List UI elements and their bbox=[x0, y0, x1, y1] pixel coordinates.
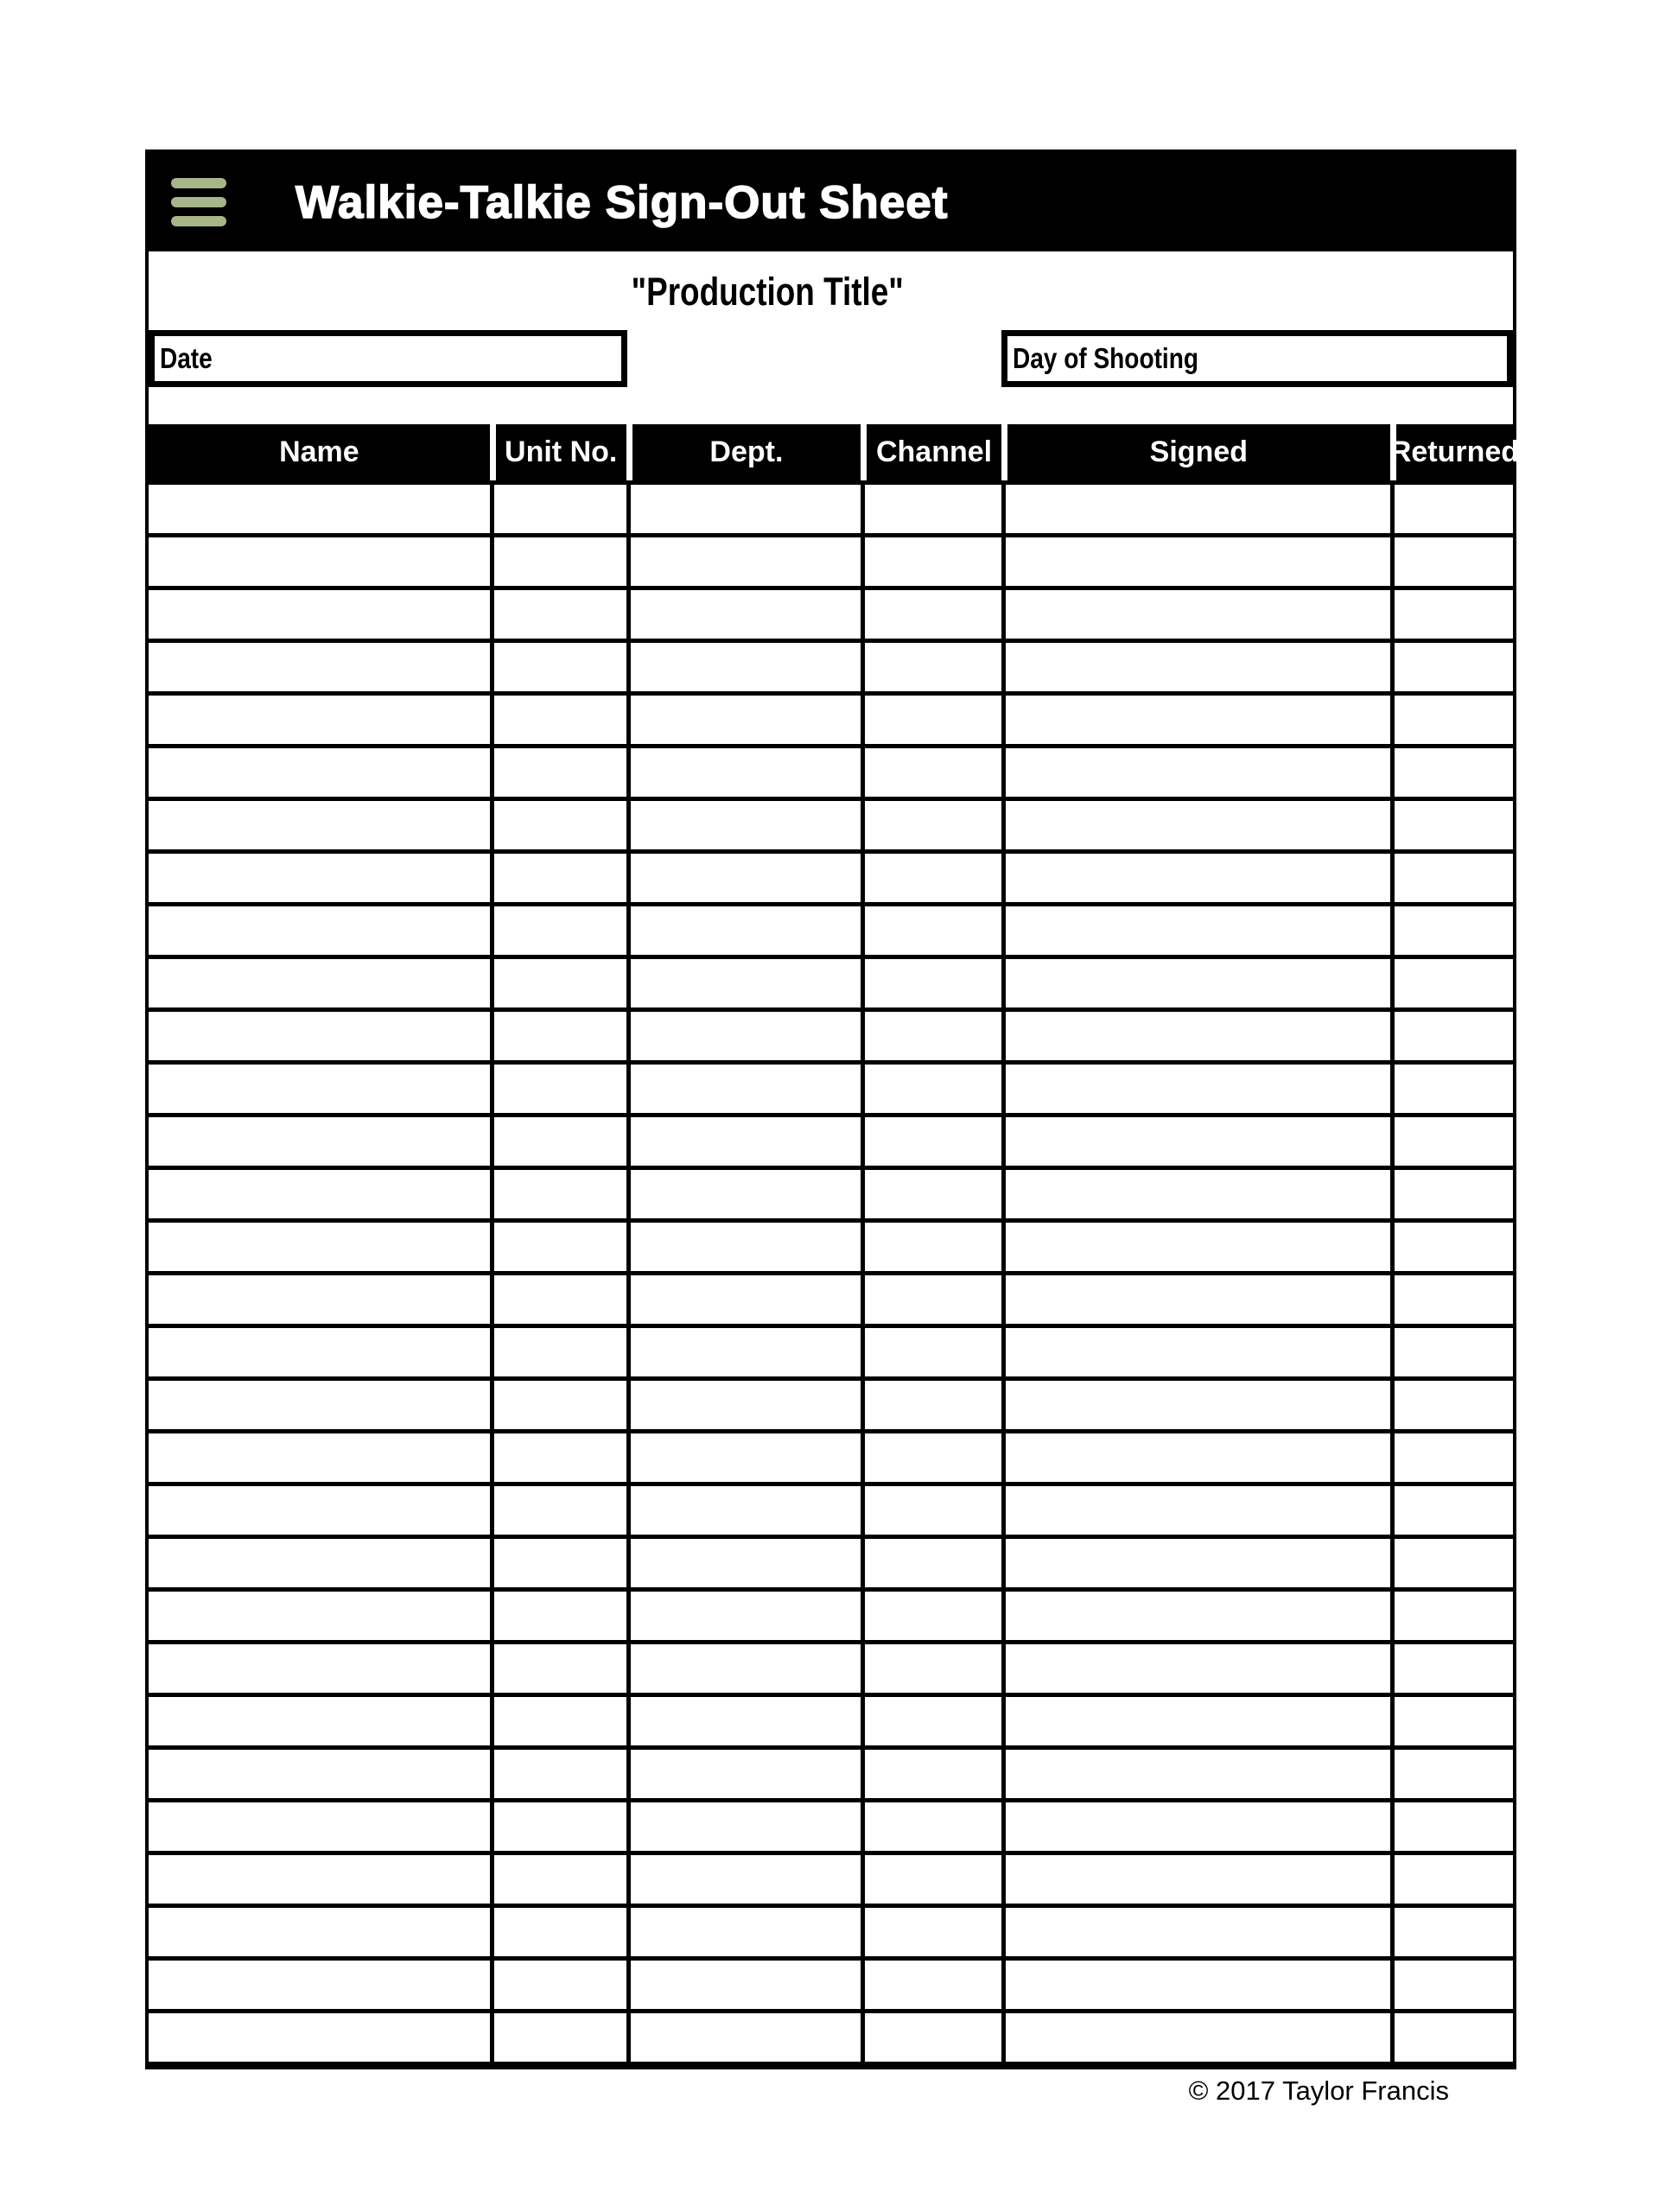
table-cell[interactable] bbox=[861, 959, 1001, 1007]
copyright-text: © 2017 Taylor Francis bbox=[1188, 2075, 1449, 2106]
table-cell[interactable] bbox=[626, 1855, 861, 1904]
table-cell[interactable] bbox=[1390, 1961, 1513, 2009]
table-cell[interactable] bbox=[490, 696, 626, 744]
table-cell[interactable] bbox=[149, 2013, 490, 2062]
date-field[interactable] bbox=[149, 330, 627, 387]
table-cell[interactable] bbox=[626, 643, 861, 691]
table-cell[interactable] bbox=[1001, 1697, 1390, 1745]
table-cell[interactable] bbox=[490, 1908, 626, 1956]
table-cell[interactable] bbox=[490, 801, 626, 849]
table-cell[interactable] bbox=[1390, 748, 1513, 797]
table-cell[interactable] bbox=[1390, 696, 1513, 744]
column-header-returned: Returned bbox=[1390, 424, 1513, 480]
column-header-channel: Channel bbox=[861, 424, 1001, 480]
table-cell[interactable] bbox=[149, 1697, 490, 1745]
table-cell[interactable] bbox=[861, 1592, 1001, 1640]
table-row bbox=[149, 1166, 1513, 1218]
table-row bbox=[149, 691, 1513, 744]
table-cell[interactable] bbox=[861, 1644, 1001, 1693]
table-cell[interactable] bbox=[1001, 1802, 1390, 1851]
table-row bbox=[149, 1060, 1513, 1113]
table-cell[interactable] bbox=[149, 1275, 490, 1324]
table-cell[interactable] bbox=[626, 906, 861, 955]
table-cell[interactable] bbox=[1390, 1117, 1513, 1166]
table-row bbox=[149, 797, 1513, 849]
table-cell[interactable] bbox=[1001, 696, 1390, 744]
table-cell[interactable] bbox=[1390, 537, 1513, 586]
table-cell[interactable] bbox=[861, 1275, 1001, 1324]
table-cell[interactable] bbox=[149, 1170, 490, 1218]
table-cell[interactable] bbox=[1001, 2013, 1390, 2062]
table-cell[interactable] bbox=[1001, 1908, 1390, 1956]
table-cell[interactable] bbox=[490, 1697, 626, 1745]
table-cell[interactable] bbox=[149, 1012, 490, 1060]
table-cell[interactable] bbox=[1390, 1223, 1513, 1271]
table-row bbox=[149, 2009, 1513, 2062]
table-cell[interactable] bbox=[490, 1644, 626, 1693]
hamburger-bar bbox=[171, 197, 226, 207]
table-cell[interactable] bbox=[490, 1065, 626, 1113]
table-cell[interactable] bbox=[626, 1381, 861, 1429]
table-cell[interactable] bbox=[626, 959, 861, 1007]
table-cell[interactable] bbox=[626, 1697, 861, 1745]
table-cell[interactable] bbox=[861, 1381, 1001, 1429]
table-cell[interactable] bbox=[490, 748, 626, 797]
table-row bbox=[149, 1482, 1513, 1535]
table-cell[interactable] bbox=[149, 485, 490, 533]
table-row bbox=[149, 1376, 1513, 1429]
table-cell[interactable] bbox=[149, 1750, 490, 1798]
table-cell[interactable] bbox=[626, 590, 861, 639]
table-cell[interactable] bbox=[1390, 1328, 1513, 1376]
table-cell[interactable] bbox=[861, 2013, 1001, 2062]
table-cell[interactable] bbox=[1390, 959, 1513, 1007]
gap-spacer bbox=[149, 387, 1513, 424]
table-cell[interactable] bbox=[490, 1961, 626, 2009]
signout-sheet bbox=[145, 149, 1520, 2069]
table-cell[interactable] bbox=[490, 1223, 626, 1271]
table-row bbox=[149, 1007, 1513, 1060]
table-cell[interactable] bbox=[149, 1961, 490, 2009]
table-row bbox=[149, 1693, 1513, 1745]
table-cell[interactable] bbox=[149, 959, 490, 1007]
table-cell[interactable] bbox=[861, 854, 1001, 902]
table-cell[interactable] bbox=[490, 959, 626, 1007]
table-row bbox=[149, 586, 1513, 639]
table-row bbox=[149, 1587, 1513, 1640]
table-cell[interactable] bbox=[626, 1592, 861, 1640]
table-cell[interactable] bbox=[149, 1644, 490, 1693]
table-cell[interactable] bbox=[861, 1802, 1001, 1851]
hamburger-bar bbox=[171, 216, 226, 226]
table-cell[interactable] bbox=[861, 1065, 1001, 1113]
table-cell[interactable] bbox=[861, 906, 1001, 955]
table-row bbox=[149, 1956, 1513, 2009]
table-cell[interactable] bbox=[149, 1486, 490, 1535]
table-cell[interactable] bbox=[490, 1539, 626, 1587]
table-cell[interactable] bbox=[1001, 1539, 1390, 1587]
table-row bbox=[149, 1851, 1513, 1904]
table-cell[interactable] bbox=[861, 485, 1001, 533]
table-row bbox=[149, 1798, 1513, 1851]
table-cell[interactable] bbox=[149, 906, 490, 955]
table-cell[interactable] bbox=[861, 1750, 1001, 1798]
table-cell[interactable] bbox=[861, 696, 1001, 744]
table-cell[interactable] bbox=[1390, 1697, 1513, 1745]
table-cell[interactable] bbox=[490, 1486, 626, 1535]
table-cell[interactable] bbox=[626, 1486, 861, 1535]
table-cell[interactable] bbox=[861, 1433, 1001, 1482]
table-row bbox=[149, 1535, 1513, 1587]
date-label: Date bbox=[159, 342, 213, 374]
table-cell[interactable] bbox=[490, 1592, 626, 1640]
table-cell[interactable] bbox=[149, 1223, 490, 1271]
table-cell[interactable] bbox=[1001, 590, 1390, 639]
table-cell[interactable] bbox=[490, 1433, 626, 1482]
table-row bbox=[149, 744, 1513, 797]
table-cell[interactable] bbox=[861, 590, 1001, 639]
page-title: Walkie-Talkie Sign-Out Sheet bbox=[296, 176, 949, 228]
table-cell[interactable] bbox=[490, 1117, 626, 1166]
table-cell[interactable] bbox=[626, 1065, 861, 1113]
table-row bbox=[149, 480, 1513, 533]
table-row bbox=[149, 533, 1513, 586]
table-cell[interactable] bbox=[490, 1012, 626, 1060]
table-cell[interactable] bbox=[490, 1855, 626, 1904]
table-cell[interactable] bbox=[149, 1908, 490, 1956]
table-cell[interactable] bbox=[861, 643, 1001, 691]
table-cell[interactable] bbox=[626, 1012, 861, 1060]
table-cell[interactable] bbox=[1001, 1170, 1390, 1218]
table-cell[interactable] bbox=[1001, 1486, 1390, 1535]
table-cell[interactable] bbox=[490, 1328, 626, 1376]
column-header-signed: Signed bbox=[1001, 424, 1390, 480]
table-cell[interactable] bbox=[1390, 1539, 1513, 1587]
table-cell[interactable] bbox=[1390, 1486, 1513, 1535]
table-cell[interactable] bbox=[490, 643, 626, 691]
table-cell[interactable] bbox=[861, 1697, 1001, 1745]
table-cell[interactable] bbox=[1390, 854, 1513, 902]
table-row bbox=[149, 639, 1513, 691]
production-title-wrap bbox=[149, 251, 1386, 315]
table-cell[interactable] bbox=[1001, 1855, 1390, 1904]
table-cell[interactable] bbox=[149, 854, 490, 902]
production-title: "Production Title" bbox=[631, 270, 904, 314]
table-cell[interactable] bbox=[149, 801, 490, 849]
table-cell[interactable] bbox=[149, 1117, 490, 1166]
table-row bbox=[149, 902, 1513, 955]
column-header-unit-no: Unit No. bbox=[490, 424, 626, 480]
table-cell[interactable] bbox=[1001, 1117, 1390, 1166]
table-cell[interactable] bbox=[626, 1433, 861, 1482]
table-body bbox=[149, 480, 1513, 2062]
table-cell[interactable] bbox=[1390, 1750, 1513, 1798]
table-cell[interactable] bbox=[149, 1328, 490, 1376]
table-cell[interactable] bbox=[1001, 1961, 1390, 2009]
table-cell[interactable] bbox=[1001, 959, 1390, 1007]
table-cell[interactable] bbox=[490, 590, 626, 639]
table-cell[interactable] bbox=[1390, 1908, 1513, 1956]
table-cell[interactable] bbox=[626, 748, 861, 797]
table-cell[interactable] bbox=[1001, 1275, 1390, 1324]
table-cell[interactable] bbox=[490, 1802, 626, 1851]
table-cell[interactable] bbox=[626, 696, 861, 744]
table-cell[interactable] bbox=[626, 2013, 861, 2062]
production-title-row bbox=[149, 251, 1513, 330]
table-cell[interactable] bbox=[149, 696, 490, 744]
table-cell[interactable] bbox=[1001, 801, 1390, 849]
table-cell[interactable] bbox=[1390, 801, 1513, 849]
table-cell[interactable] bbox=[490, 485, 626, 533]
table-cell[interactable] bbox=[149, 1065, 490, 1113]
table-cell[interactable] bbox=[1390, 2013, 1513, 2062]
table-cell[interactable] bbox=[861, 1539, 1001, 1587]
table-cell[interactable] bbox=[626, 485, 861, 533]
table-cell[interactable] bbox=[149, 537, 490, 586]
table-cell[interactable] bbox=[1001, 906, 1390, 955]
table-cell[interactable] bbox=[626, 1328, 861, 1376]
table-cell[interactable] bbox=[149, 1802, 490, 1851]
day-of-shooting-label: Day of Shooting bbox=[1012, 342, 1198, 374]
table-cell[interactable] bbox=[861, 1117, 1001, 1166]
table-cell[interactable] bbox=[490, 2013, 626, 2062]
table-cell[interactable] bbox=[861, 801, 1001, 849]
table-cell[interactable] bbox=[1390, 1855, 1513, 1904]
table-cell[interactable] bbox=[626, 854, 861, 902]
table-cell[interactable] bbox=[626, 1117, 861, 1166]
hamburger-bar bbox=[171, 178, 226, 188]
table-cell[interactable] bbox=[1390, 1592, 1513, 1640]
column-header-name: Name bbox=[279, 435, 359, 468]
table-cell[interactable] bbox=[626, 1539, 861, 1587]
fields-row bbox=[149, 330, 1513, 387]
table-cell[interactable] bbox=[490, 1275, 626, 1324]
table-cell[interactable] bbox=[1390, 1275, 1513, 1324]
table-cell[interactable] bbox=[626, 1223, 861, 1271]
table-cell[interactable] bbox=[1390, 1433, 1513, 1482]
table-cell[interactable] bbox=[1001, 1328, 1390, 1376]
table-cell[interactable] bbox=[861, 1012, 1001, 1060]
table-cell[interactable] bbox=[1001, 1433, 1390, 1482]
table-row bbox=[149, 1113, 1513, 1166]
table-cell[interactable] bbox=[149, 1539, 490, 1587]
table-cell[interactable] bbox=[1001, 1644, 1390, 1693]
hamburger-icon[interactable] bbox=[171, 178, 226, 226]
table-cell[interactable] bbox=[861, 748, 1001, 797]
table-cell[interactable] bbox=[626, 1961, 861, 2009]
table-row bbox=[149, 1324, 1513, 1376]
table-cell[interactable] bbox=[626, 1750, 861, 1798]
table-row bbox=[149, 955, 1513, 1007]
table-row bbox=[149, 1745, 1513, 1798]
table-cell[interactable] bbox=[490, 1170, 626, 1218]
table-cell[interactable] bbox=[626, 1170, 861, 1218]
table-cell[interactable] bbox=[626, 1275, 861, 1324]
table-cell[interactable] bbox=[861, 1328, 1001, 1376]
table-cell[interactable] bbox=[1390, 590, 1513, 639]
signout-table bbox=[149, 424, 1520, 2066]
table-cell[interactable] bbox=[490, 854, 626, 902]
table-cell[interactable] bbox=[626, 1644, 861, 1693]
table-cell[interactable] bbox=[149, 1381, 490, 1429]
table-row bbox=[149, 849, 1513, 902]
table-cell[interactable] bbox=[1001, 748, 1390, 797]
table-cell[interactable] bbox=[626, 1908, 861, 1956]
table-cell[interactable] bbox=[626, 801, 861, 849]
table-cell[interactable] bbox=[626, 537, 861, 586]
table-cell[interactable] bbox=[490, 1381, 626, 1429]
table-row bbox=[149, 1640, 1513, 1693]
table-cell[interactable] bbox=[1001, 1592, 1390, 1640]
table-cell[interactable] bbox=[1390, 1802, 1513, 1851]
table-cell[interactable] bbox=[861, 1855, 1001, 1904]
table-cell[interactable] bbox=[1390, 1644, 1513, 1693]
table-row bbox=[149, 1218, 1513, 1271]
column-header-dept: Dept. bbox=[626, 424, 861, 480]
table-row bbox=[149, 1271, 1513, 1324]
table-cell[interactable] bbox=[861, 1961, 1001, 2009]
table-cell[interactable] bbox=[1001, 1223, 1390, 1271]
table-cell[interactable] bbox=[149, 1592, 490, 1640]
day-of-shooting-field[interactable] bbox=[1001, 330, 1513, 387]
table-cell[interactable] bbox=[149, 748, 490, 797]
table-cell[interactable] bbox=[1390, 643, 1513, 691]
table-cell[interactable] bbox=[1001, 1381, 1390, 1429]
table-cell[interactable] bbox=[149, 643, 490, 691]
table-cell[interactable] bbox=[1390, 1065, 1513, 1113]
table-cell[interactable] bbox=[626, 1802, 861, 1851]
table-row bbox=[149, 1904, 1513, 1956]
table-cell[interactable] bbox=[861, 1486, 1001, 1535]
table-cell[interactable] bbox=[149, 590, 490, 639]
table-cell[interactable] bbox=[490, 906, 626, 955]
table-cell[interactable] bbox=[149, 1433, 490, 1482]
table-cell[interactable] bbox=[1001, 537, 1390, 586]
table-cell[interactable] bbox=[1390, 1012, 1513, 1060]
table-cell[interactable] bbox=[861, 1170, 1001, 1218]
table-cell[interactable] bbox=[490, 537, 626, 586]
table-header-row bbox=[149, 424, 1520, 480]
table-cell[interactable] bbox=[1001, 1065, 1390, 1113]
table-cell[interactable] bbox=[1001, 854, 1390, 902]
table-cell[interactable] bbox=[861, 537, 1001, 586]
table-cell[interactable] bbox=[1001, 643, 1390, 691]
table-cell[interactable] bbox=[861, 1223, 1001, 1271]
table-row bbox=[149, 1429, 1513, 1482]
table-cell[interactable] bbox=[1390, 485, 1513, 533]
table-cell[interactable] bbox=[1001, 1750, 1390, 1798]
table-cell[interactable] bbox=[1390, 1381, 1513, 1429]
table-cell[interactable] bbox=[1001, 1012, 1390, 1060]
table-cell[interactable] bbox=[861, 1908, 1001, 1956]
table-cell[interactable] bbox=[149, 1855, 490, 1904]
table-cell[interactable] bbox=[1390, 906, 1513, 955]
table-cell[interactable] bbox=[1001, 485, 1390, 533]
title-bar bbox=[149, 153, 1513, 251]
table-cell[interactable] bbox=[490, 1750, 626, 1798]
table-cell[interactable] bbox=[1390, 1170, 1513, 1218]
